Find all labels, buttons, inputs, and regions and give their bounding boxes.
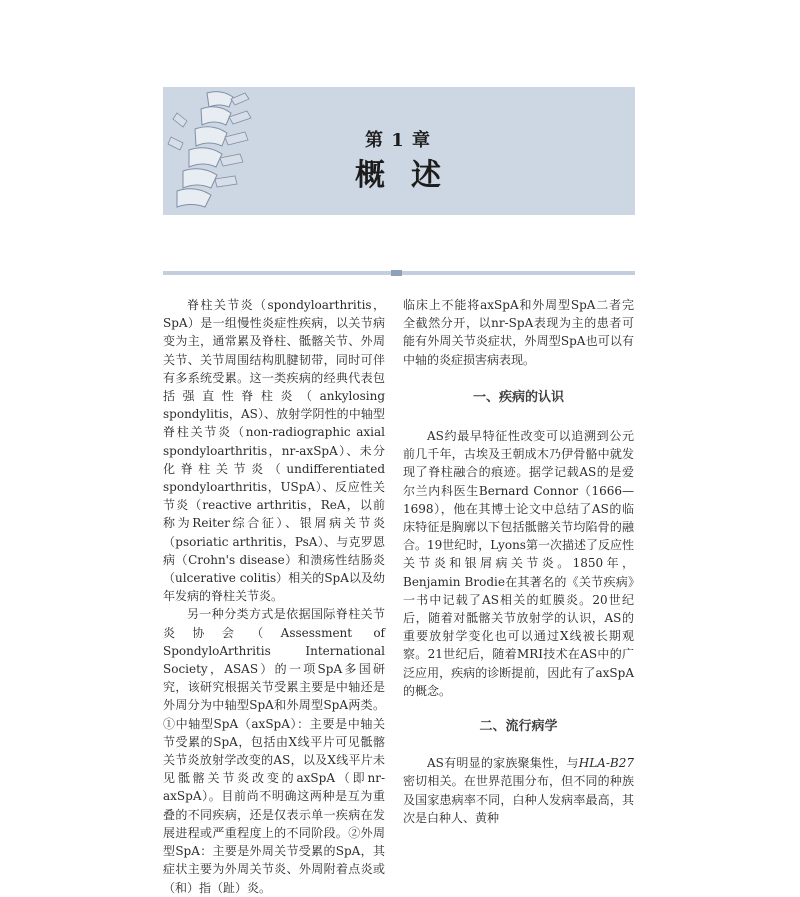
right-text-column — [403, 296, 634, 827]
chapter-number: 第 1 章 — [364, 130, 432, 151]
section-heading-disease-recognition: 一、疾病的认识 — [472, 389, 564, 405]
spine-illustration-icon — [163, 87, 283, 215]
paragraph-history: AS约最早特征性改变可以追溯到公元前几千年，古埃及王朝成木乃伊骨骼中就发现了脊柱融合的痕迹。据学记载AS的是爱尔兰内科医生Bernard Connor（1666—1698），他在其博士论文中总结了AS的临床特征是胸廓以下包括骶髂关节均陷骨的融合。19世纪时，Lyons第一次描述了反应性关节炎和银屑病关节炎。1850年，Benjamin Brodie在其著名的《关节疾病》一书中记载了AS相关的虹膜炎。20世纪后，随着对骶髂关节放射学的认识，AS的重要放射学变化也可以通过X线被长期观察。21世纪后，随着MRI技术在AS中的广泛应用，疾病的诊断提前，因此有了axSpA的概念。 — [403, 429, 634, 698]
epidemiology-text-after: 密切相关。在世界范围分布，但不同的种族及国家患病率不同，白种人发病率最高，其次是白种人、黄种 — [403, 774, 634, 825]
left-text-column — [163, 296, 385, 897]
paragraph-classification: 另一种分类方式是依据国际脊柱关节炎协会（Assessment of SpondyloArthritis International Society，ASAS）的一项SpA多国研究，该研究根据关节受累主要是中轴还是外周分为中轴型SpA和外周型SpA两类。①中轴型SpA（axSpA）：主要是中轴关节受累的SpA，包括由X线平片可见骶髂关节炎放射学改变的AS，以及X线平片未见骶髂关节炎改变的axSpA（即nr-axSpA）。目前尚不明确这两种是互为重叠的不同疾病，还是仅表示单一疾病在发展进程或严重程度上的不同阶段。②外周型SpA：主要是外周关节受累的SpA，其症状主要为外周关节炎、外周附着点炎或（和）指（趾）炎。 — [163, 607, 385, 895]
gene-name: HLA-B27 — [578, 756, 634, 771]
paragraph-continuation: 临床上不能将axSpA和外周型SpA二者完全截然分开，以nr-SpA表现为主的患者可能有外周关节炎症状，外周型SpA也可以有中轴的炎症损害病表现。 — [403, 298, 634, 367]
paragraph-epidemiology — [403, 754, 634, 827]
section-heading-epidemiology: 二、流行病学 — [479, 719, 558, 735]
chapter-title: 概述 — [355, 158, 467, 193]
divider-mark — [391, 270, 402, 276]
divider-rule-left — [163, 271, 391, 275]
epidemiology-text-before: AS有明显的家族聚集性，与 — [427, 756, 579, 771]
divider-rule-right — [402, 271, 635, 275]
paragraph-definition: 脊柱关节炎（spondyloarthritis，SpA）是一组慢性炎症性疾病，以关节病变为主，通常累及脊柱、骶髂关节、外周关节、关节周围结构肌腱韧带，同时可伴有多系统受累。这一类疾病的经典代表包括强直性脊柱炎（ankylosing spondylitis，AS）、放射学阴性的中轴型脊柱关节炎（non-radiographic axial spondyloarthritis，nr-axSpA）、未分化脊柱关节炎（undifferentiated spondyloarthritis，USpA）、反应性关节炎（reactive arthritis，ReA，以前称为Reiter综合征）、银屑病关节炎（psoriatic arthritis，PsA）、与克罗恩病（Crohn's disease）和溃疡性结肠炎（ulcerative colitis）相关的SpA以及幼年发病的脊柱关节炎。 — [163, 298, 385, 604]
